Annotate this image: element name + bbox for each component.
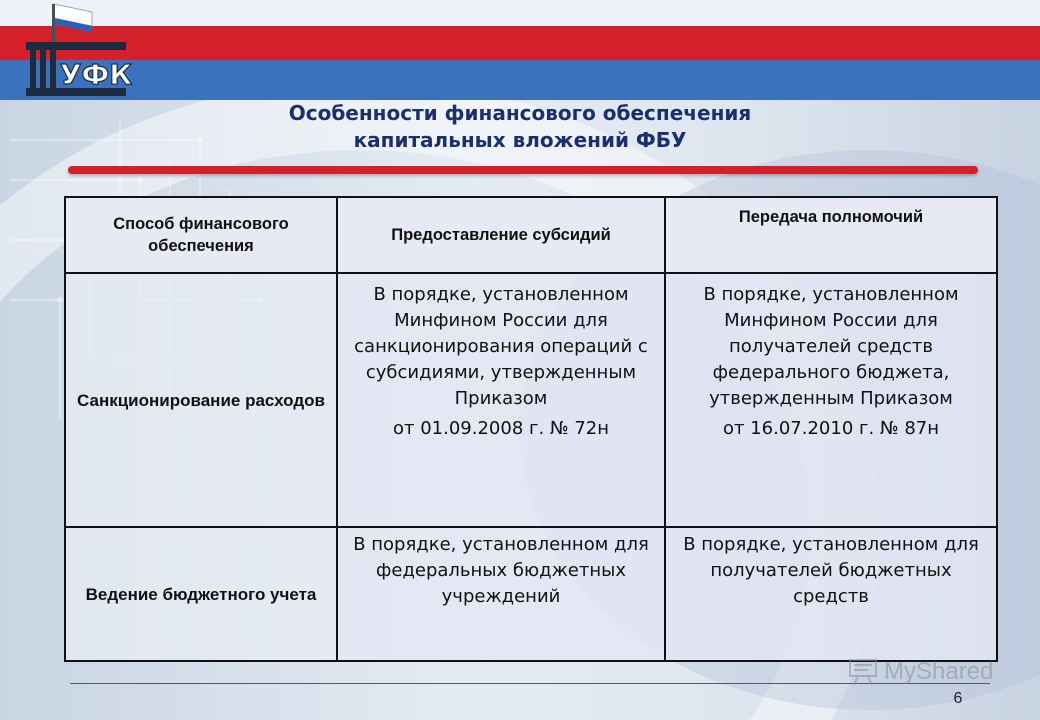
title-underline bbox=[68, 166, 978, 174]
header-cell-subsidies: Предоставление субсидий bbox=[337, 197, 665, 273]
table-header-row bbox=[65, 197, 997, 273]
cell-reference: от 16.07.2010 г. № 87н bbox=[722, 418, 940, 439]
page-number: 6 bbox=[953, 690, 963, 707]
presentation-board-icon bbox=[848, 657, 880, 687]
cell-accounting-subsidies bbox=[337, 527, 665, 661]
financing-table bbox=[64, 196, 998, 662]
header-red-stripe bbox=[0, 26, 1040, 60]
header-cell-method: Способ финансового обеспечения bbox=[65, 197, 337, 273]
logo-text: УФК bbox=[59, 58, 133, 91]
cell-text: В порядке, установленном для федеральных бюджетных учреждений bbox=[353, 534, 649, 607]
table-row bbox=[65, 527, 997, 661]
cell-text: В порядке, установленном Минфином России для санкционирования операций с субсидиями, утвержденным Приказом bbox=[354, 284, 648, 409]
cell-text: В порядке, установленном Минфином России для получателей средств федерального бюджета, утвержденным Приказом bbox=[703, 284, 959, 409]
title-line-1: Особенности финансового обеспечения bbox=[288, 101, 752, 125]
cell-text: В порядке, установленном для получателей бюджетных средств bbox=[683, 534, 979, 607]
myshared-watermark bbox=[848, 654, 993, 690]
title-line-2: капитальных вложений ФБУ bbox=[353, 128, 687, 152]
header-top-strip bbox=[0, 0, 1040, 26]
page-title bbox=[200, 100, 840, 154]
watermark-text: MyShared bbox=[884, 658, 994, 685]
cell-sanction-subsidies bbox=[337, 273, 665, 527]
row-label-sanction: Санкционирование расходов bbox=[65, 273, 337, 527]
ufk-logo bbox=[14, 2, 134, 98]
cell-reference: от 01.09.2008 г. № 72н bbox=[392, 418, 610, 439]
row-label-accounting: Ведение бюджетного учета bbox=[65, 527, 337, 661]
table-row bbox=[65, 273, 997, 527]
cell-sanction-delegation bbox=[665, 273, 997, 527]
header-cell-delegation: Передача полномочий bbox=[665, 197, 997, 273]
header-blue-stripe bbox=[0, 60, 1040, 100]
header-band bbox=[0, 0, 1040, 100]
cell-accounting-delegation bbox=[665, 527, 997, 661]
